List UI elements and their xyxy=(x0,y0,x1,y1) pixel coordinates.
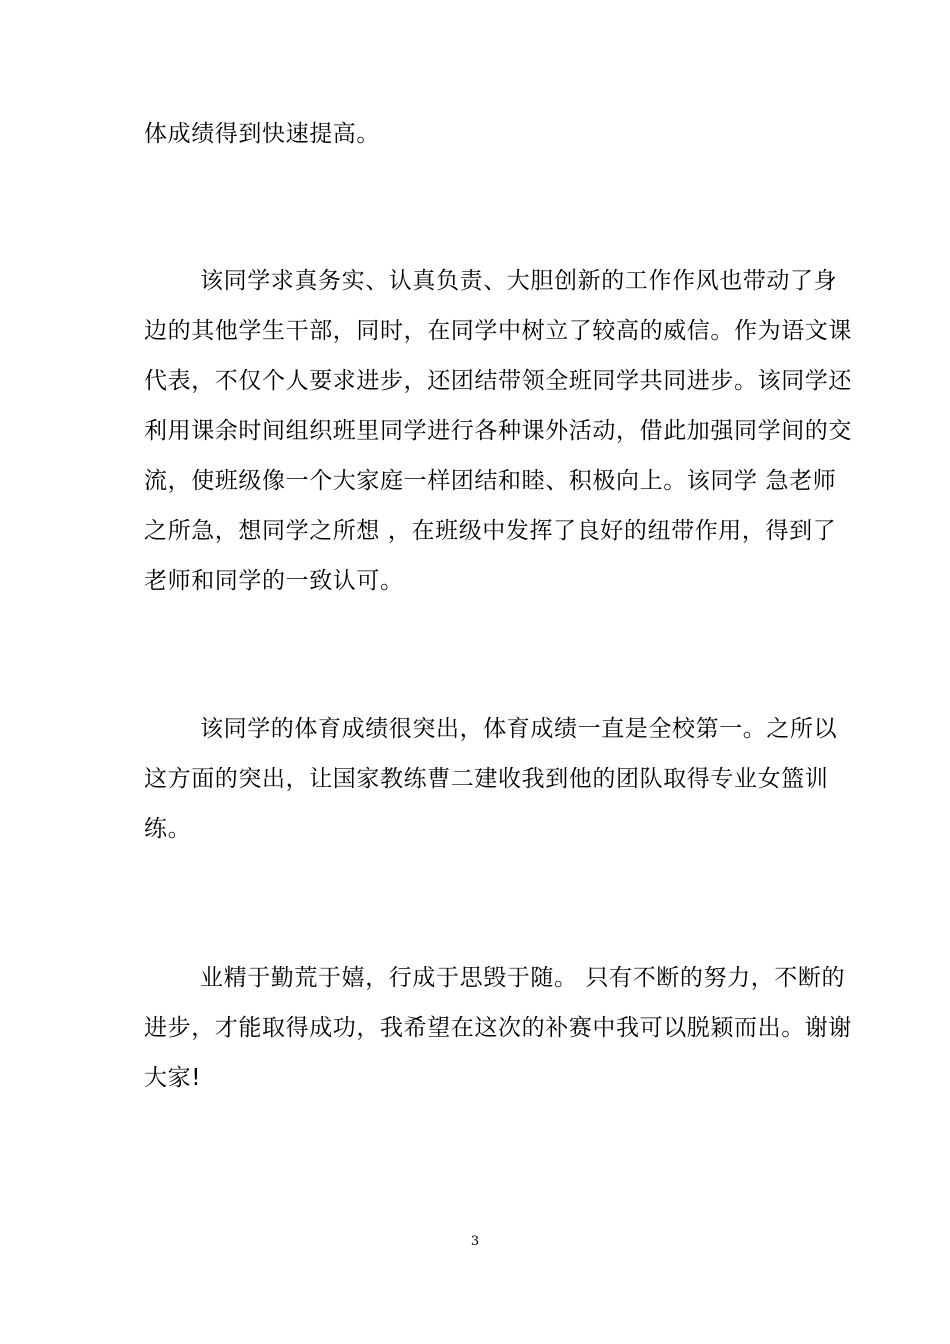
paragraph-line: 老师和同学的一致认可。 xyxy=(144,568,404,594)
paragraph-line: 体成绩得到快速提高。 xyxy=(144,121,380,147)
page-number: 3 xyxy=(470,1234,480,1249)
paragraph-line: 练。 xyxy=(144,816,192,842)
paragraph-line: 该同学的体育成绩很突出，体育成绩一直是全校第一。之所以 xyxy=(200,716,838,742)
paragraph-line: 边的其他学生干部，同时，在同学中树立了较高的威信。作为语文课 xyxy=(144,318,852,344)
paragraph-line: 流，使班级像一个大家庭一样团结和睦、积极向上。该同学 急老师 xyxy=(144,468,837,494)
paragraph-line: 进步，才能取得成功，我希望在这次的补赛中我可以脱颖而出。谢谢 xyxy=(144,1015,852,1041)
paragraph-line: 大家! xyxy=(144,1065,202,1091)
paragraph-line: 利用课余时间组织班里同学进行各种课外活动，借此加强同学间的交 xyxy=(144,418,852,444)
paragraph-line: 这方面的突出，让国家教练曹二建收我到他的团队取得专业女篮训 xyxy=(144,766,829,792)
paragraph-line: 代表，不仅个人要求进步，还团结带领全班同学共同进步。该同学还 xyxy=(144,368,852,394)
paragraph-line: 该同学求真务实、认真负责、大胆创新的工作作风也带动了身 xyxy=(200,268,838,294)
paragraph-line: 业精于勤荒于嬉，行成于思毁于随。 只有不断的努力，不断的 xyxy=(200,965,846,991)
paragraph-line: 之所急，想同学之所想 ，在班级中发挥了良好的纽带作用，得到了 xyxy=(144,518,837,544)
